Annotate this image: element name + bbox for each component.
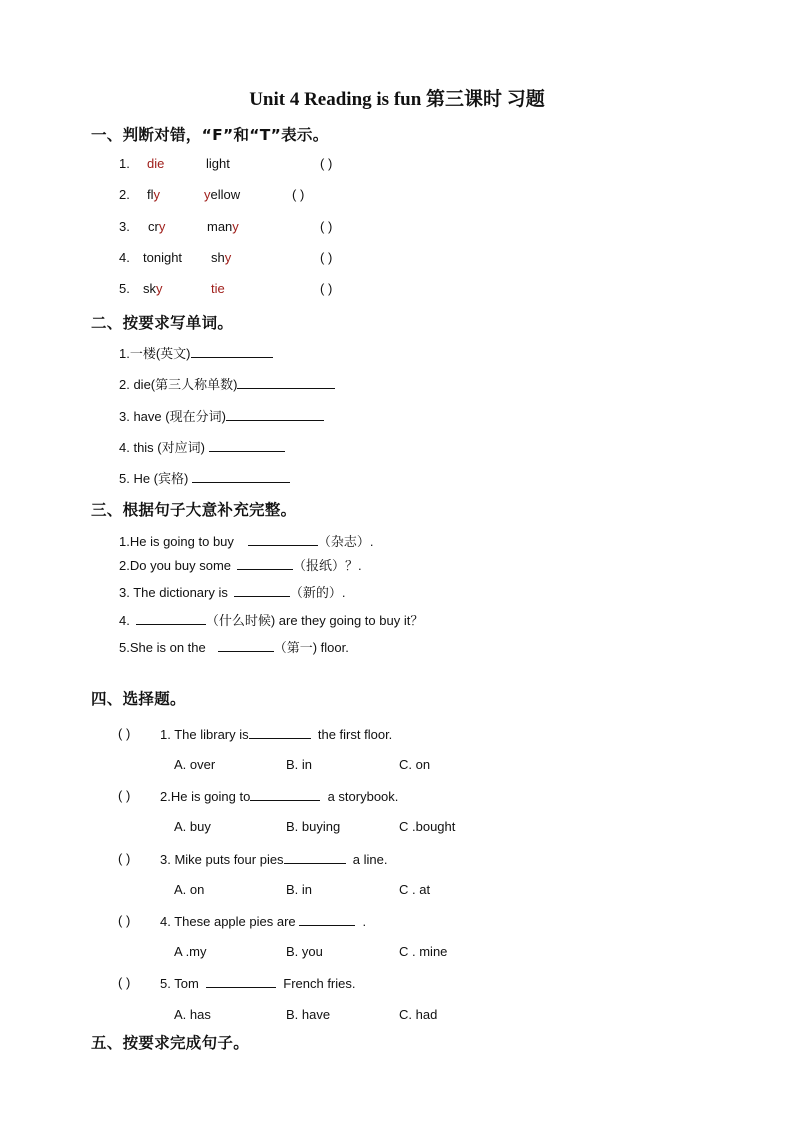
answer-blank[interactable] xyxy=(249,726,311,739)
s3-item: 2.Do you buy some （报纸）？. xyxy=(119,558,362,573)
s1-answer-paren[interactable]: ( ) xyxy=(320,156,333,171)
answer-blank[interactable] xyxy=(237,557,293,570)
page-title: Unit 4 Reading is fun 第三课时 习题 xyxy=(249,89,545,110)
s1-word2: shy xyxy=(211,250,232,265)
answer-blank[interactable] xyxy=(284,851,346,864)
s4-option-c[interactable]: C. on xyxy=(399,757,431,772)
section5-heading: 五、按要求完成句子。 xyxy=(91,1034,250,1052)
answer-blank[interactable] xyxy=(136,612,206,625)
s1-answer-paren[interactable]: ( ) xyxy=(320,281,333,296)
s4-answer-paren[interactable]: ( ) xyxy=(118,975,131,990)
s1-word1: fly xyxy=(147,187,160,202)
s4-option-a[interactable]: A. over xyxy=(174,757,216,772)
s4-option-a[interactable]: A. has xyxy=(174,1007,211,1022)
s4-option-a[interactable]: A. on xyxy=(174,882,205,897)
s4-option-b[interactable]: B. have xyxy=(286,1007,331,1022)
s1-word1: sky xyxy=(143,281,163,296)
s3-item: 1.He is going to buy （杂志）. xyxy=(119,534,374,549)
s1-answer-paren[interactable]: ( ) xyxy=(320,219,333,234)
s2-item: 4. this (对应词) xyxy=(119,437,285,456)
s2-item: 3. have (现在分词) xyxy=(119,406,324,425)
s1-item-number: 5. xyxy=(119,281,130,296)
section4-heading: 四、选择题。 xyxy=(91,690,186,708)
s4-option-a[interactable]: A. buy xyxy=(174,819,211,834)
s1-item-number: 1. xyxy=(119,156,130,171)
s4-option-c[interactable]: C . mine xyxy=(399,944,448,959)
s4-option-b[interactable]: B. buying xyxy=(286,819,341,834)
answer-blank[interactable] xyxy=(299,913,355,926)
s3-item: 5.She is on the （第一) floor. xyxy=(119,640,349,655)
s4-option-b[interactable]: B. you xyxy=(286,944,323,959)
s4-question: 3. Mike puts four pies a line. xyxy=(160,852,388,867)
s4-answer-paren[interactable]: ( ) xyxy=(118,913,131,928)
s1-word2: yellow xyxy=(204,187,241,202)
section1-heading: 一、判断对错，“F”和“T”表示。 xyxy=(91,126,329,144)
s1-item-number: 3. xyxy=(119,219,130,234)
s4-question: 1. The library is the first floor. xyxy=(160,727,393,742)
answer-blank[interactable] xyxy=(218,639,274,652)
s1-word2: tie xyxy=(211,281,225,296)
s2-item: 5. He (宾格) xyxy=(119,468,290,487)
s1-item-number: 4. xyxy=(119,250,130,265)
section3-heading: 三、根据句子大意补充完整。 xyxy=(91,501,297,519)
s4-option-c[interactable]: C .bought xyxy=(399,819,456,834)
s4-answer-paren[interactable]: ( ) xyxy=(118,726,131,741)
s1-word1: die xyxy=(147,156,165,171)
answer-blank[interactable] xyxy=(226,408,324,421)
answer-blank[interactable] xyxy=(206,975,276,988)
answer-blank[interactable] xyxy=(191,345,273,358)
s3-item: 3. The dictionary is （新的）. xyxy=(119,585,346,600)
answer-blank[interactable] xyxy=(209,439,285,452)
s4-option-c[interactable]: C . at xyxy=(399,882,431,897)
s4-option-c[interactable]: C. had xyxy=(399,1007,438,1022)
section2-heading: 二、按要求写单词。 xyxy=(91,314,234,332)
answer-blank[interactable] xyxy=(237,376,335,389)
s1-word1: tonight xyxy=(143,250,183,265)
s1-answer-paren[interactable]: ( ) xyxy=(320,250,333,265)
s1-word1: cry xyxy=(148,219,166,234)
s4-question: 5. Tom French fries. xyxy=(160,976,356,991)
s4-question: 4. These apple pies are . xyxy=(160,914,367,929)
s1-item-number: 2. xyxy=(119,187,130,202)
s4-option-b[interactable]: B. in xyxy=(286,757,313,772)
s4-question: 2.He is going to a storybook. xyxy=(160,789,399,804)
answer-blank[interactable] xyxy=(250,788,320,801)
s1-word2: many xyxy=(207,219,239,234)
s1-word2: light xyxy=(206,156,230,171)
answer-blank[interactable] xyxy=(234,584,290,597)
s4-answer-paren[interactable]: ( ) xyxy=(118,851,131,866)
s4-answer-paren[interactable]: ( ) xyxy=(118,788,131,803)
s4-option-a[interactable]: A .my xyxy=(174,944,207,959)
answer-blank[interactable] xyxy=(192,470,290,483)
s2-item: 2. die(第三人称单数) xyxy=(119,374,335,393)
s2-item: 1.一楼(英文) xyxy=(119,343,273,362)
answer-blank[interactable] xyxy=(248,533,318,546)
s3-item: 4. （什么时候) are they going to buy it？ xyxy=(119,613,424,628)
s1-answer-paren[interactable]: ( ) xyxy=(292,187,305,202)
s4-option-b[interactable]: B. in xyxy=(286,882,313,897)
